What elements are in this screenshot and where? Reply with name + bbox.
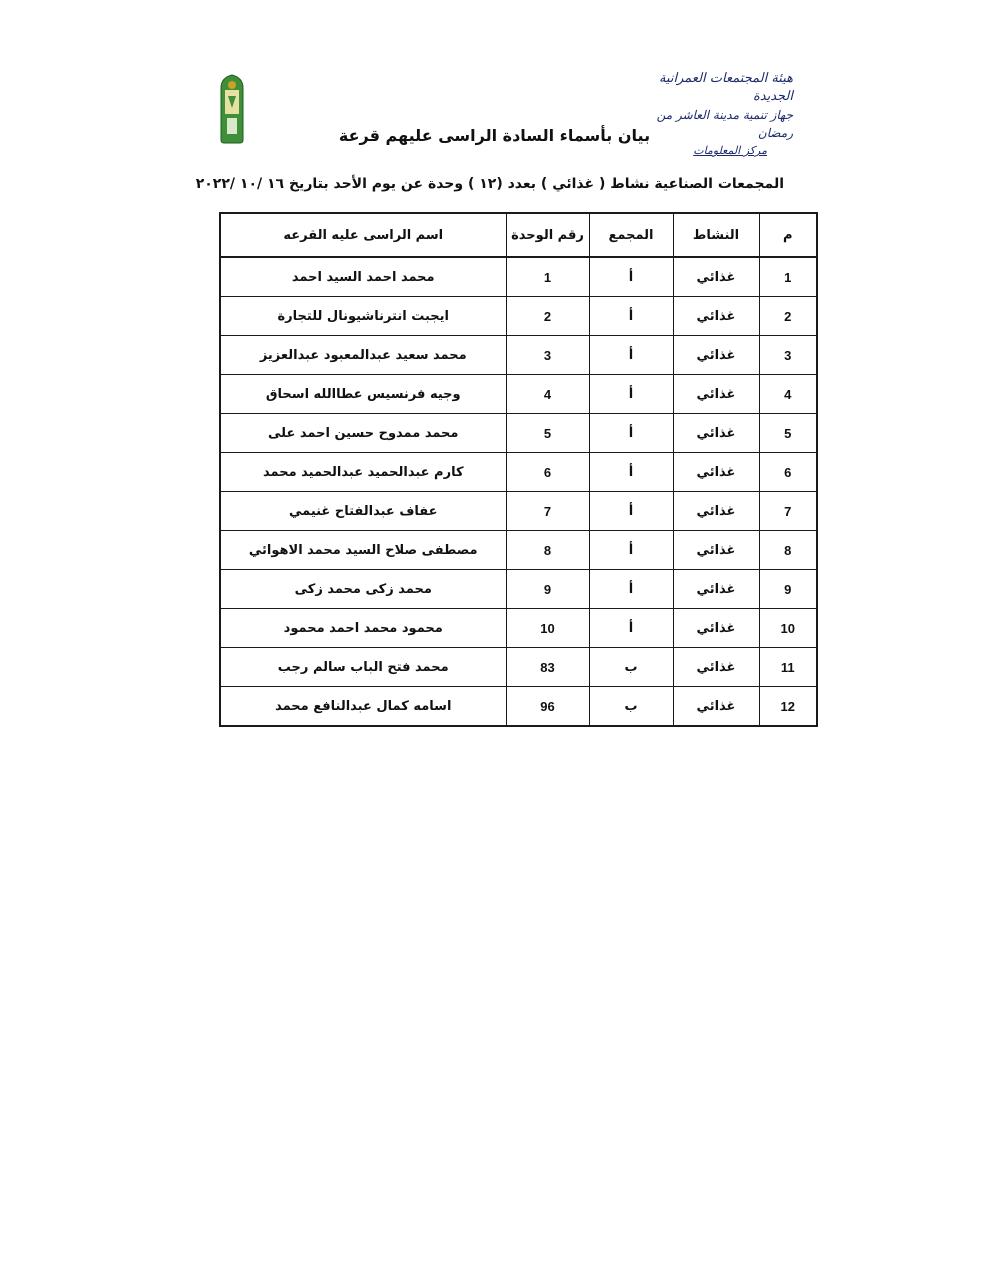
- document-subtitle: المجمعات الصناعية نشاط ( غذائي ) بعدد (١٢ ) وحدة عن يوم الأحد بتاريخ ١٦ /١٠ /٢٠٢٢: [195, 176, 784, 192]
- row-activity: غذائي: [673, 531, 759, 570]
- row-complex: أ: [589, 453, 673, 492]
- organization-name: هيئة المجتمعات العمرانية الجديدة: [659, 71, 793, 104]
- row-complex: أ: [589, 609, 673, 648]
- header-index: م: [759, 213, 817, 257]
- row-awardee-name: محمد زكى محمد زكى: [220, 570, 506, 609]
- city-authority-name: جهاز تنمية مدينة العاشر من رمضان: [656, 108, 793, 140]
- information-center-name: مركز المعلومات: [693, 144, 767, 157]
- organization-header: [633, 70, 793, 160]
- row-awardee-name: كارم عبدالحميد عبدالحميد محمد: [220, 453, 506, 492]
- row-awardee-name: وجيه فرنسيس عطاالله اسحاق: [220, 375, 506, 414]
- row-activity: غذائي: [673, 414, 759, 453]
- table-row: [220, 336, 817, 375]
- awardees-table: [219, 212, 818, 727]
- row-unit-number: 8: [506, 531, 589, 570]
- row-activity: غذائي: [673, 297, 759, 336]
- row-awardee-name: عفاف عبدالفتاح غنيمي: [220, 492, 506, 531]
- row-index: 11: [759, 648, 817, 687]
- table-row: [220, 609, 817, 648]
- row-index: 4: [759, 375, 817, 414]
- row-complex: أ: [589, 492, 673, 531]
- row-index: 6: [759, 453, 817, 492]
- table-row: [220, 257, 817, 297]
- row-awardee-name: مصطفى صلاح السيد محمد الاهوائي: [220, 531, 506, 570]
- row-awardee-name: محمد ممدوح حسين احمد على: [220, 414, 506, 453]
- row-unit-number: 1: [506, 257, 589, 297]
- header-unit-number: رقم الوحدة: [506, 213, 589, 257]
- row-unit-number: 5: [506, 414, 589, 453]
- table-row: [220, 570, 817, 609]
- row-awardee-name: محمد فتح الباب سالم رجب: [220, 648, 506, 687]
- row-index: 1: [759, 257, 817, 297]
- header-complex: المجمع: [589, 213, 673, 257]
- header-awardee-name: اسم الراسى عليه القرعه: [220, 213, 506, 257]
- row-unit-number: 7: [506, 492, 589, 531]
- row-complex: أ: [589, 257, 673, 297]
- row-activity: غذائي: [673, 336, 759, 375]
- table-row: [220, 492, 817, 531]
- row-complex: أ: [589, 375, 673, 414]
- row-complex: ب: [589, 687, 673, 727]
- row-unit-number: 9: [506, 570, 589, 609]
- row-complex: أ: [589, 531, 673, 570]
- row-unit-number: 3: [506, 336, 589, 375]
- header-activity: النشاط: [673, 213, 759, 257]
- row-awardee-name: محمد سعيد عبدالمعبود عبدالعزيز: [220, 336, 506, 375]
- row-unit-number: 6: [506, 453, 589, 492]
- table-row: [220, 375, 817, 414]
- table-row: [220, 531, 817, 570]
- row-activity: غذائي: [673, 570, 759, 609]
- row-complex: أ: [589, 336, 673, 375]
- row-unit-number: 83: [506, 648, 589, 687]
- table-row: [220, 414, 817, 453]
- row-index: 2: [759, 297, 817, 336]
- row-index: 10: [759, 609, 817, 648]
- table-row: [220, 648, 817, 687]
- row-unit-number: 10: [506, 609, 589, 648]
- row-activity: غذائي: [673, 609, 759, 648]
- table-row: [220, 453, 817, 492]
- row-awardee-name: اسامه كمال عبدالنافع محمد: [220, 687, 506, 727]
- row-activity: غذائي: [673, 648, 759, 687]
- row-index: 8: [759, 531, 817, 570]
- row-index: 5: [759, 414, 817, 453]
- row-index: 3: [759, 336, 817, 375]
- document-title: بيان بأسماء السادة الراسى عليهم قرعة: [338, 126, 651, 145]
- row-activity: غذائي: [673, 492, 759, 531]
- row-complex: أ: [589, 414, 673, 453]
- row-activity: غذائي: [673, 257, 759, 297]
- row-unit-number: 96: [506, 687, 589, 727]
- row-awardee-name: محمود محمد احمد محمود: [220, 609, 506, 648]
- table-header-row: [220, 213, 817, 257]
- row-activity: غذائي: [673, 375, 759, 414]
- row-activity: غذائي: [673, 453, 759, 492]
- row-index: 12: [759, 687, 817, 727]
- table-row: [220, 297, 817, 336]
- row-complex: أ: [589, 570, 673, 609]
- row-unit-number: 4: [506, 375, 589, 414]
- row-awardee-name: محمد احمد السيد احمد: [220, 257, 506, 297]
- row-complex: أ: [589, 297, 673, 336]
- table-row: [220, 687, 817, 727]
- row-complex: ب: [589, 648, 673, 687]
- row-activity: غذائي: [673, 687, 759, 727]
- row-unit-number: 2: [506, 297, 589, 336]
- row-index: 9: [759, 570, 817, 609]
- row-index: 7: [759, 492, 817, 531]
- row-awardee-name: ايجبت انترناشيونال للتجارة: [220, 297, 506, 336]
